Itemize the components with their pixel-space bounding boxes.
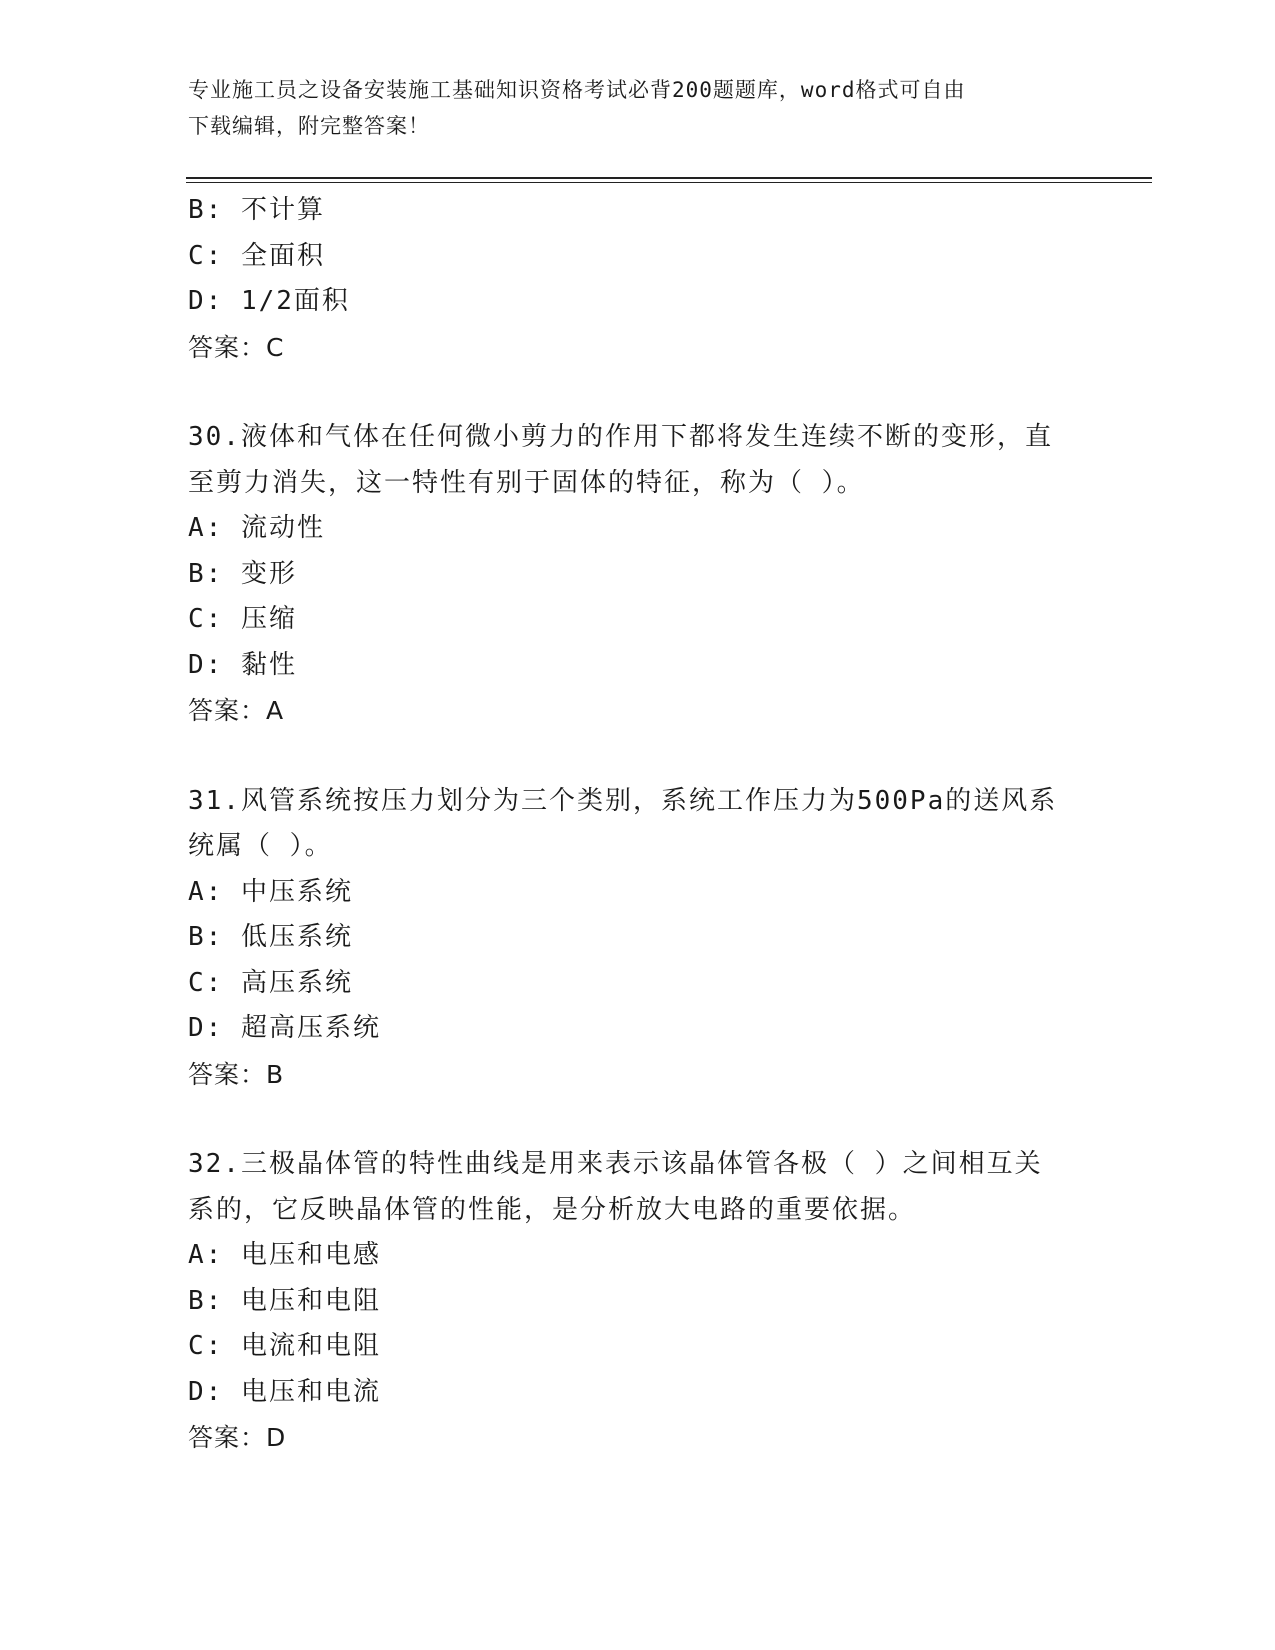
spacer xyxy=(188,734,1088,779)
option-c: C: 压缩 xyxy=(188,604,297,634)
option-d: D: 黏性 xyxy=(188,649,297,680)
question-text-line-2: 统属（ ）。 xyxy=(188,831,333,861)
option-c: C: 全面积 xyxy=(188,240,325,271)
question-text-line-2: 至剪力消失，这一特性有别于固体的特征，称为（ ）。 xyxy=(188,467,865,498)
answer-line: 答案：B xyxy=(188,1059,285,1089)
option-d: D: 1/2面积 xyxy=(188,286,350,316)
answer-line: 答案：D xyxy=(188,1423,287,1452)
question-list xyxy=(188,188,1088,1461)
header-title-line-2: 下载编辑，附完整答案！ xyxy=(188,114,430,138)
option-a: A: 电压和电感 xyxy=(188,1240,381,1270)
header-divider-thick xyxy=(186,177,1152,179)
option-d: D: 电压和电流 xyxy=(188,1376,381,1407)
spacer xyxy=(188,1097,1088,1142)
option-a: A: 流动性 xyxy=(188,513,325,543)
header-divider-thin xyxy=(186,182,1152,183)
question-31 xyxy=(188,779,1088,1098)
option-b: B: 电压和电阻 xyxy=(188,1285,381,1316)
question-text-line-2: 系的，它反映晶体管的性能，是分析放大电路的重要依据。 xyxy=(188,1194,917,1225)
document-header xyxy=(188,72,1068,144)
option-d: D: 超高压系统 xyxy=(188,1013,381,1043)
question-text-line-1: 30.液体和气体在任何微小剪力的作用下都将发生连续不断的变形，直 xyxy=(188,422,1053,452)
header-title-line-1: 专业施工员之设备安装施工基础知识资格考试必背200题题库，word格式可自由 xyxy=(188,78,966,102)
option-a: A: 中压系统 xyxy=(188,876,353,907)
answer-line: 答案：C xyxy=(188,332,285,362)
option-b: B: 不计算 xyxy=(188,195,325,225)
option-b: B: 低压系统 xyxy=(188,922,353,952)
question-29-tail xyxy=(188,188,1088,370)
spacer xyxy=(188,370,1088,415)
question-text-line-1: 32.三极晶体管的特性曲线是用来表示该晶体管各极（ ）之间相互关 xyxy=(188,1149,1043,1179)
option-c: C: 电流和电阻 xyxy=(188,1331,381,1361)
option-c: C: 高压系统 xyxy=(188,967,353,998)
question-30 xyxy=(188,415,1088,734)
option-b: B: 变形 xyxy=(188,558,297,589)
question-32 xyxy=(188,1142,1088,1461)
answer-line: 答案：A xyxy=(188,696,285,725)
question-text-line-1: 31.风管系统按压力划分为三个类别，系统工作压力为500Pa的送风系 xyxy=(188,785,1058,816)
